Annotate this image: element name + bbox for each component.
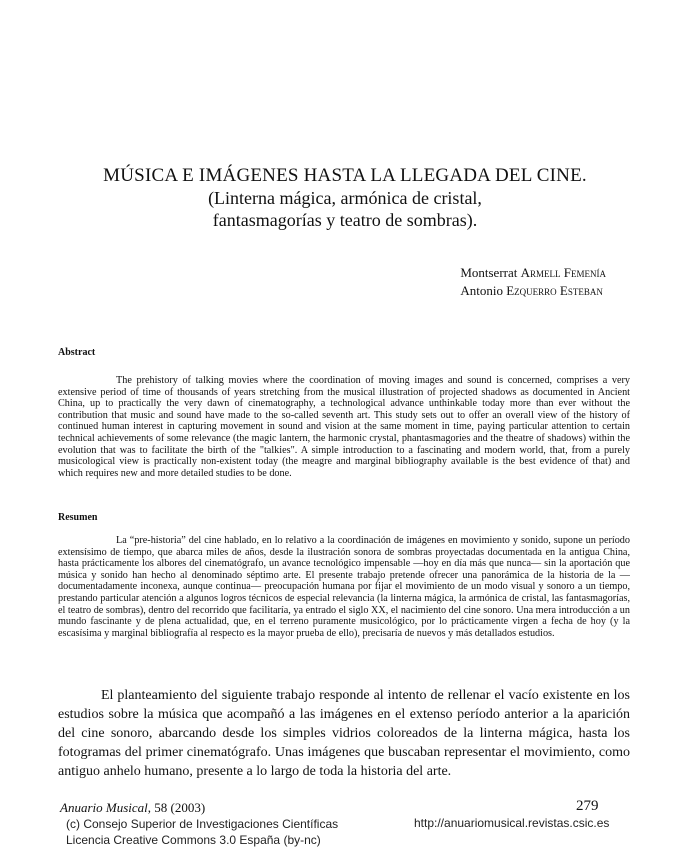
journal-name: Anuario Musical <box>60 800 148 815</box>
author-1-given: Montserrat <box>460 265 518 280</box>
body-paragraph: El planteamiento del siguiente trabajo responde al intento de rellenar el vacío existente en los estudios sobre la música que acompañó a las imágenes en el extenso período anterior a la aparición del cine sonoro, abarcando desde los simples vidrios coloreados de la linterna mágica, hasta los fotogramas del primer cinematógrafo. Unas imágenes que buscaban representar el movimiento, como antiguo anhelo humano, presente a lo largo de toda la historia del arte. <box>58 688 630 779</box>
title-main: MÚSICA E IMÁGENES HASTA LA LLEGADA DEL CINE. <box>103 165 587 186</box>
author-1-family: Armell Femenía <box>520 265 606 280</box>
author-2 <box>460 282 606 300</box>
resumen-heading: Resumen <box>58 512 98 523</box>
journal-volume: , 58 (2003) <box>147 800 206 815</box>
title-subtitle-line2: fantasmagorías y teatro de sombras). <box>212 210 478 230</box>
author-1 <box>460 264 606 282</box>
article-title <box>60 165 630 231</box>
journal-url-link[interactable]: http://anuariomusical.revistas.csic.es <box>414 816 610 830</box>
abstract-heading: Abstract <box>58 347 96 358</box>
resumen-text: La “pre-historia” del cine hablado, en lo relativo a la coordinación de imágenes en movimiento y sonido, supone un período extensísimo de tiempo, que abarca miles de años, desde la ilustración sonora de sombras proyectadas documentada en la antigua China, hasta prácticamente los albores del cinematógrafo, un avance tecnológico impensable —hoy en día más que nunca— sin la aportación que música y sonido han hecho al denominado séptimo arte. El presente trabajo pretende ofrecer una panorámica de la historia de la —documentadamente inconexa, aunque continua— preocupación humana por fijar el movimiento de un modo visual y sonoro a un tiempo, prestando particular atención a algunos logros técnicos de especial relevancia (la linterna mágica, la armónica de cristal, las fantasmagorías, el teatro de sombras), dentro del recorrido que facilitaría, ya entrado el siglo XX, el nacimiento del cine sonoro. Una mera introducción a un mundo fascinante y de plena actualidad, que, en el terreno puramente musicológico, por lo prácticamente virgen a fecha de hoy (y la escasísima y marginal bibliografía al respecto es la mayor prueba de ello), precisaría de nuevos y más detallados estudios. <box>58 535 630 639</box>
abstract-text: The prehistory of talking movies where the coordination of moving images and sound is concerned, comprises a very extensive period of time of thousands of years stretching from the musical illustration of projected shadows as documented in Ancient China, up to practically the very dawn of cinematography, a technological advance unthinkable today more than ever without the contribution that music and sound have made to the so-called seventh art. This study sets out to offer an overall view of the history of continued human interest in capturing movement in sound and vision at the same moment in time, paying particular attention to certain technical achievements of some relevance (the magic lantern, the harmonic crystal, phantasmagories and the theatre of shadows) within the evolution that was to facilitate the birth of the "talkies". A simple introduction to a fascinating and modern world, that, from a purely musicological view is practically non-existent today (the meagre and marginal bibliography available is the best evidence of that) and which requires new and more detailed studies to be done. <box>58 375 630 479</box>
license-line-1: (c) Consejo Superior de Investigaciones Científicas <box>66 817 339 831</box>
author-list <box>460 264 606 300</box>
page-number: 279 <box>576 798 599 814</box>
author-2-family: Ezquerro Esteban <box>506 283 603 298</box>
license-line-2: Licencia Creative Commons 3.0 España (by-nc) <box>66 833 321 847</box>
footer-journal-citation <box>60 800 205 816</box>
author-2-given: Antonio <box>460 283 503 298</box>
license-notice <box>66 816 338 848</box>
title-subtitle-line1: (Linterna mágica, armónica de cristal, <box>208 188 482 208</box>
